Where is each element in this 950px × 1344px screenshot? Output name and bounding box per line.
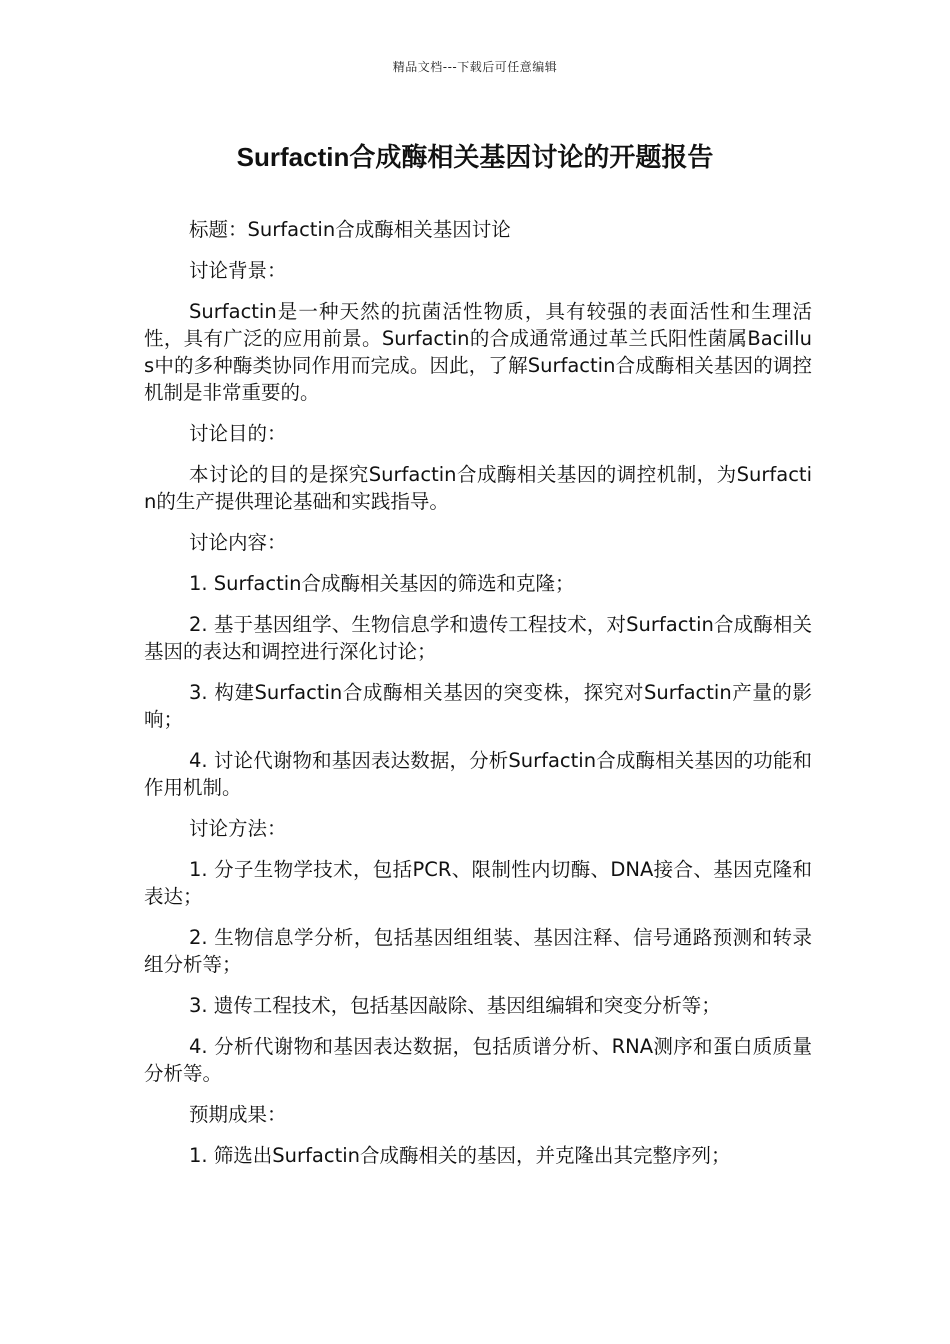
- list-item-method-3: 3. 遗传工程技术，包括基因敲除、基因组编辑和突变分析等；: [189, 994, 721, 1017]
- document-body: [144, 216, 812, 1183]
- paragraph-subject: 标题：Surfactin合成酶相关基因讨论: [189, 218, 511, 241]
- list-item-method-1: 1. 分子生物学技术，包括PCR、限制性内切酶、DNA接合、基因克隆和表达；: [144, 858, 812, 908]
- heading-methods: 讨论方法：: [189, 817, 287, 840]
- header-note: 精品文档---下载后可任意编辑: [392, 60, 558, 74]
- heading-purpose: 讨论目的：: [189, 422, 287, 445]
- list-item-method-2: 2. 生物信息学分析，包括基因组组装、基因注释、信号通路预测和转录组分析等；: [144, 926, 812, 976]
- heading-expected-results: 预期成果：: [189, 1103, 287, 1126]
- list-item-method-4: 4. 分析代谢物和基因表达数据，包括质谱分析、RNA测序和蛋白质质量分析等。: [144, 1035, 812, 1085]
- list-item-content-1: 1. Surfactin合成酶相关基因的筛选和克隆；: [189, 572, 575, 595]
- document-title: Surfactin合成酶相关基因讨论的开题报告: [236, 142, 714, 172]
- list-item-content-2: 2. 基于基因组学、生物信息学和遗传工程技术，对Surfactin合成酶相关基因的表达和调控进行深化讨论；: [144, 613, 812, 663]
- paragraph-purpose: 本讨论的目的是探究Surfactin合成酶相关基因的调控机制，为Surfactin的生产提供理论基础和实践指导。: [144, 463, 812, 513]
- list-item-content-3: 3. 构建Surfactin合成酶相关基因的突变株，探究对Surfactin产量的影响；: [144, 681, 812, 731]
- paragraph-background: Surfactin是一种天然的抗菌活性物质，具有较强的表面活性和生理活性，具有广泛的应用前景。Surfactin的合成通常通过革兰氏阳性菌属Bacillus中的多种酶类协同作用而完成。因此，了解Surfactin合成酶相关基因的调控机制是非常重要的。: [144, 300, 812, 404]
- heading-content: 讨论内容：: [189, 531, 287, 554]
- list-item-content-4: 4. 讨论代谢物和基因表达数据，分析Surfactin合成酶相关基因的功能和作用机制。: [144, 749, 812, 799]
- list-item-result-1: 1. 筛选出Surfactin合成酶相关的基因，并克隆出其完整序列；: [189, 1144, 731, 1167]
- heading-background: 讨论背景：: [189, 259, 287, 282]
